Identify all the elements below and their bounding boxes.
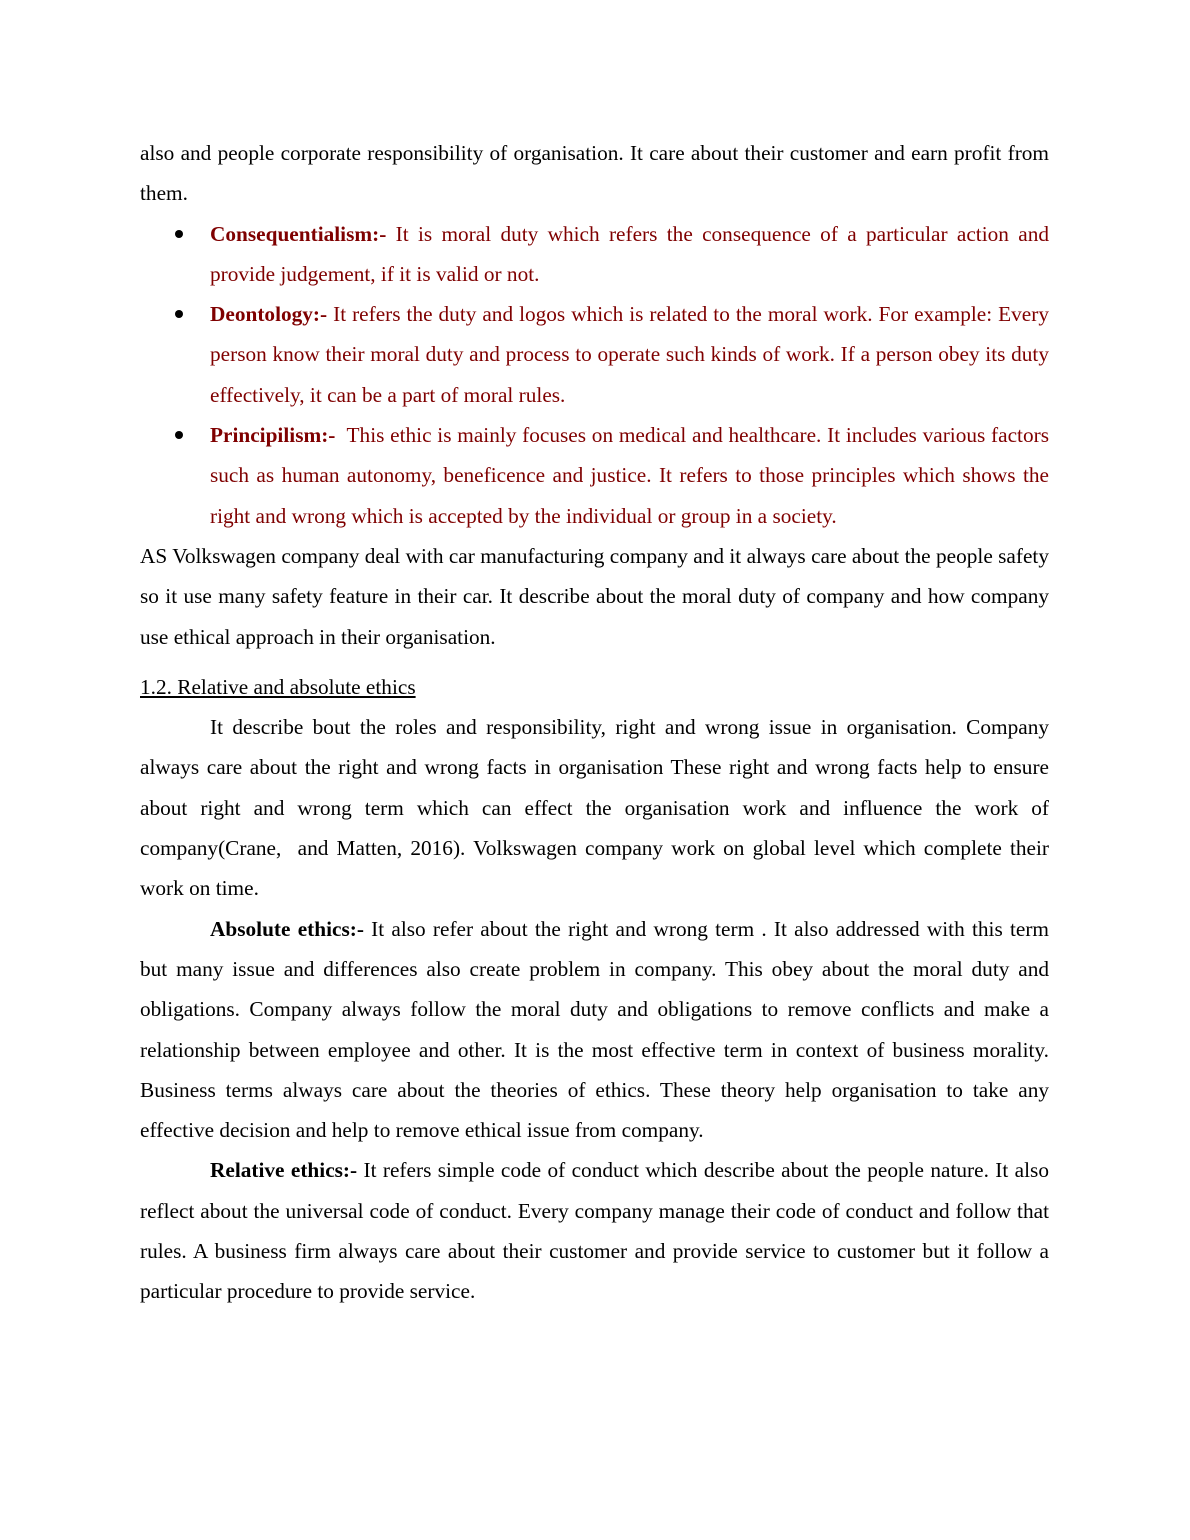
term-principilism: Principilism:- [210, 423, 336, 448]
list-item-consequentialism [210, 214, 1055, 295]
bullet-icon [175, 310, 183, 318]
definition-consequentialism: It is moral duty which refers the consequence of a particular action and provide judgement, if it is valid or not. [210, 221, 1055, 286]
definition-principilism: This ethic is mainly focuses on medical and healthcare. It includes various factors such as human autonomy, beneficence and justice. It refers to those principles which shows the right and wrong which is accepted by the individual or group in a society. [210, 423, 1055, 528]
section-intro-paragraph: It describe bout the roles and responsibility, right and wrong issue in organisation. Company always care about the right and wrong facts in organisation These right and wrong facts help to ensure about right and wrong term which can effect the organisation work and influence the work of company(Crane, and Matten, 2016). Volkswagen company work on global level which complete their work on time. [140, 715, 1055, 901]
relative-ethics-paragraph [140, 1150, 1049, 1311]
term-relative-ethics: Relative ethics:- [210, 1158, 358, 1183]
term-consequentialism: Consequentialism:- [210, 221, 387, 246]
term-absolute-ethics: Absolute ethics:- [210, 916, 364, 941]
document-page [140, 133, 1055, 1312]
definition-deontology: It refers the duty and logos which is related to the moral work. For example: Every person know their moral duty and process to operate such kinds of work. If a person obey its duty effectively, it can be a part of moral rules. [210, 302, 1049, 407]
volkswagen-paragraph: AS Volkswagen company deal with car manufacturing company and it always care about the people safety so it use many safety feature in their car. It describe about the moral duty of company and how company use ethical approach in their organisation. [140, 543, 1049, 649]
bullet-icon [175, 230, 183, 238]
definition-absolute-ethics: It also refer about the right and wrong term . It also addressed with this term but many issue and differences also create problem in company. This obey about the moral duty and obligations. Company always follow the moral duty and obligations to remove conflicts and make a relationship between employee and other. It is the most effective term in context of business morality. Business terms always care about the theories of ethics. These theory help organisation to take any effective decision and help to remove ethical issue from company. [140, 916, 1049, 1143]
absolute-ethics-paragraph [140, 909, 1049, 1151]
continuation-paragraph: also and people corporate responsibility of organisation. It care about their customer and earn profit from them. [140, 141, 1049, 206]
section-heading: 1.2. Relative and absolute ethics [140, 674, 416, 699]
definition-relative-ethics: It refers simple code of conduct which describe about the people nature. It also reflect about the universal code of conduct. Every company manage their code of conduct and follow that rules. A business firm always care about their customer and provide service to customer but it follow a particular procedure to provide service. [140, 1158, 1049, 1304]
bullet-icon [175, 431, 183, 439]
term-deontology: Deontology:- [210, 302, 328, 327]
ethics-theories-list [140, 214, 1055, 536]
list-item-deontology [210, 294, 1049, 415]
list-item-principilism [210, 415, 1055, 536]
